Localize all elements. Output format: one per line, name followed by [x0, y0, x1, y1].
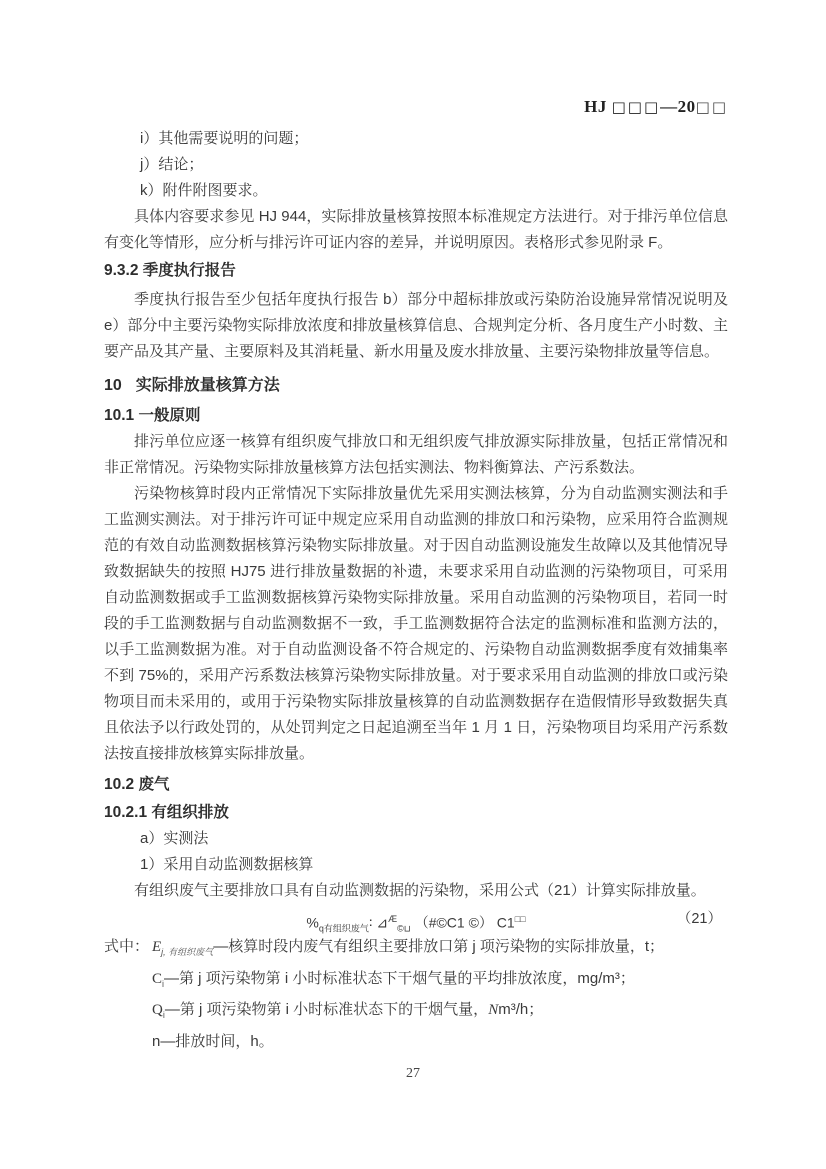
- definition-Q: [152, 997, 728, 1029]
- standard-year: 20: [677, 97, 696, 116]
- equation-sum-glyph: ⊿: [376, 914, 389, 931]
- equation-lhs-subscript: q有组织废气: [318, 923, 369, 934]
- heading-9-3-2: 9.3.2 季度执行报告: [104, 262, 236, 279]
- definition-Q-text: —第 j 项污染物第 i 小时标准状态下的干烟气量，: [164, 1001, 489, 1018]
- standard-prefix: HJ: [584, 97, 607, 116]
- standard-number-placeholder-boxes: □□□: [611, 98, 661, 116]
- symbol-Q-subscript: i: [162, 1010, 165, 1020]
- definition-n-text: —排放时间，h。: [160, 1032, 274, 1050]
- symbol-definitions: [152, 934, 728, 1054]
- page-content: [104, 96, 728, 1054]
- list-item-i: i）其他需要说明的问题；: [140, 130, 309, 147]
- equation-where-block: [104, 934, 728, 1054]
- equation-tail-term: C1: [496, 914, 515, 931]
- equation-sum-superscript: Æ: [388, 914, 398, 924]
- page-number: 27: [406, 1066, 420, 1081]
- symbol-Q: Q: [152, 1002, 163, 1018]
- definition-C: [152, 966, 728, 998]
- standard-dash: —: [660, 97, 678, 116]
- symbol-C-subscript: i: [162, 978, 165, 989]
- standard-year-placeholder-boxes: □□: [695, 98, 728, 116]
- list-item-1-auto-monitoring: 1）采用自动监测数据核算: [140, 856, 314, 873]
- heading-10-2: 10.2 废气: [104, 776, 170, 793]
- list-item-k: k）附件附图要求。: [140, 182, 268, 199]
- definition-n: [152, 1029, 728, 1055]
- equation-number: （21）: [676, 911, 722, 927]
- equation-sum-subscript: ©⊔: [397, 923, 411, 934]
- list-item-a-method: a）实测法: [140, 830, 209, 847]
- heading-chapter-10-title: 实际排放量核算方法: [135, 377, 280, 394]
- definition-E-text: —核算时段内废气有组织主要排放口第 j 项污染物的实际排放量，t；: [213, 938, 665, 955]
- symbol-C: C: [152, 970, 163, 987]
- paragraph-quarterly-report: 季度执行报告至少包括年度执行报告 b）部分中超标排放或污染防治设施异常情况说明及 e）部分中主要污染物实际排放浓度和排放量核算信息、合规判定分析、各月度生产小时数、主要产品及其产量、主要原料及其消耗量、新水用量及废水排放量、主要污染物排放量等信息。: [104, 291, 728, 360]
- heading-chapter-10: [104, 373, 728, 398]
- heading-chapter-10-number: 10: [104, 377, 122, 394]
- symbol-E: E: [152, 939, 162, 955]
- definition-E: [152, 934, 728, 966]
- symbol-E-subscript: j, 有组织废气: [161, 947, 214, 957]
- paragraph-report-content: 具体内容要求参见 HJ 944，实际排放量核算按照本标准规定方法进行。对于排污单位信息有变化等情形，应分析与排污许可证内容的差异，并说明原因。表格形式参见附录 F。: [104, 208, 728, 251]
- equation-middle-term: （#©C1 ©）: [414, 914, 493, 931]
- definition-C-text: —第 j 项污染物第 i 小时标准状态下干烟气量的平均排放浓度，mg/m³；: [164, 969, 635, 987]
- paragraph-general-principle-1: 排污单位应逐一核算有组织废气排放口和无组织废气排放源实际排放量，包括正常情况和非正常情况。污染物实际排放量核算方法包括实测法、物料衡算法、产污系数法。: [104, 433, 728, 476]
- definition-Q-unit-italic: N: [488, 1002, 499, 1018]
- equation-lhs-percent: %: [306, 914, 319, 931]
- heading-10-2-1: 10.2.1 有组织排放: [104, 804, 229, 821]
- standard-code-header: [104, 96, 728, 118]
- equation-tail-superscript: □□: [514, 914, 526, 924]
- paragraph-formula-intro: 有组织废气主要排放口具有自动监测数据的污染物，采用公式（21）计算实际排放量。: [134, 882, 706, 899]
- symbol-n: n: [152, 1032, 161, 1050]
- where-label: 式中：: [104, 938, 150, 955]
- heading-10-1: 10.1 一般原则: [104, 407, 201, 424]
- list-item-j: j）结论；: [140, 156, 204, 173]
- definition-Q-unit: m³/h；: [498, 1001, 544, 1018]
- paragraph-general-principle-2: 污染物核算时段内正常情况下实际排放量优先采用实测法核算，分为自动监测实测法和手工监测实测法。对于排污许可证中规定应采用自动监测的排放口和污染物，应采用符合监测规范的有效自动监测数据核算污染物实际排放量。对于因自动监测设施发生故障以及其他情况导致数据缺失的按照 HJ75 进行排放量数据的补遗，未要求采用自动监测的污染物项目，可采用自动监测数据或手工监测数据核算污染物实际排放量。采用自动监测的污染物项目，若同一时段的手工监测数据与自动监测数据不一致，手工监测数据符合法定的监测标准和监测方法的，以手工监测数据为准。对于自动监测设备不符合规定的、污染物自动监测数据季度有效捕集率不到 75%的，采用产污系数法核算污染物实际排放量。对于要求采用自动监测的排放口或污染物项目而未采用的，或用于污染物实际排放量核算的自动监测数据存在造假情形导致数据失真且依法予以行政处罚的，从处罚判定之日起追溯至当年 1 月 1 日，污染物项目均采用产污系数法按直接排放核算实际排放量。: [104, 485, 728, 762]
- equation-colon: ∶: [368, 914, 377, 931]
- equation-21: [104, 905, 728, 933]
